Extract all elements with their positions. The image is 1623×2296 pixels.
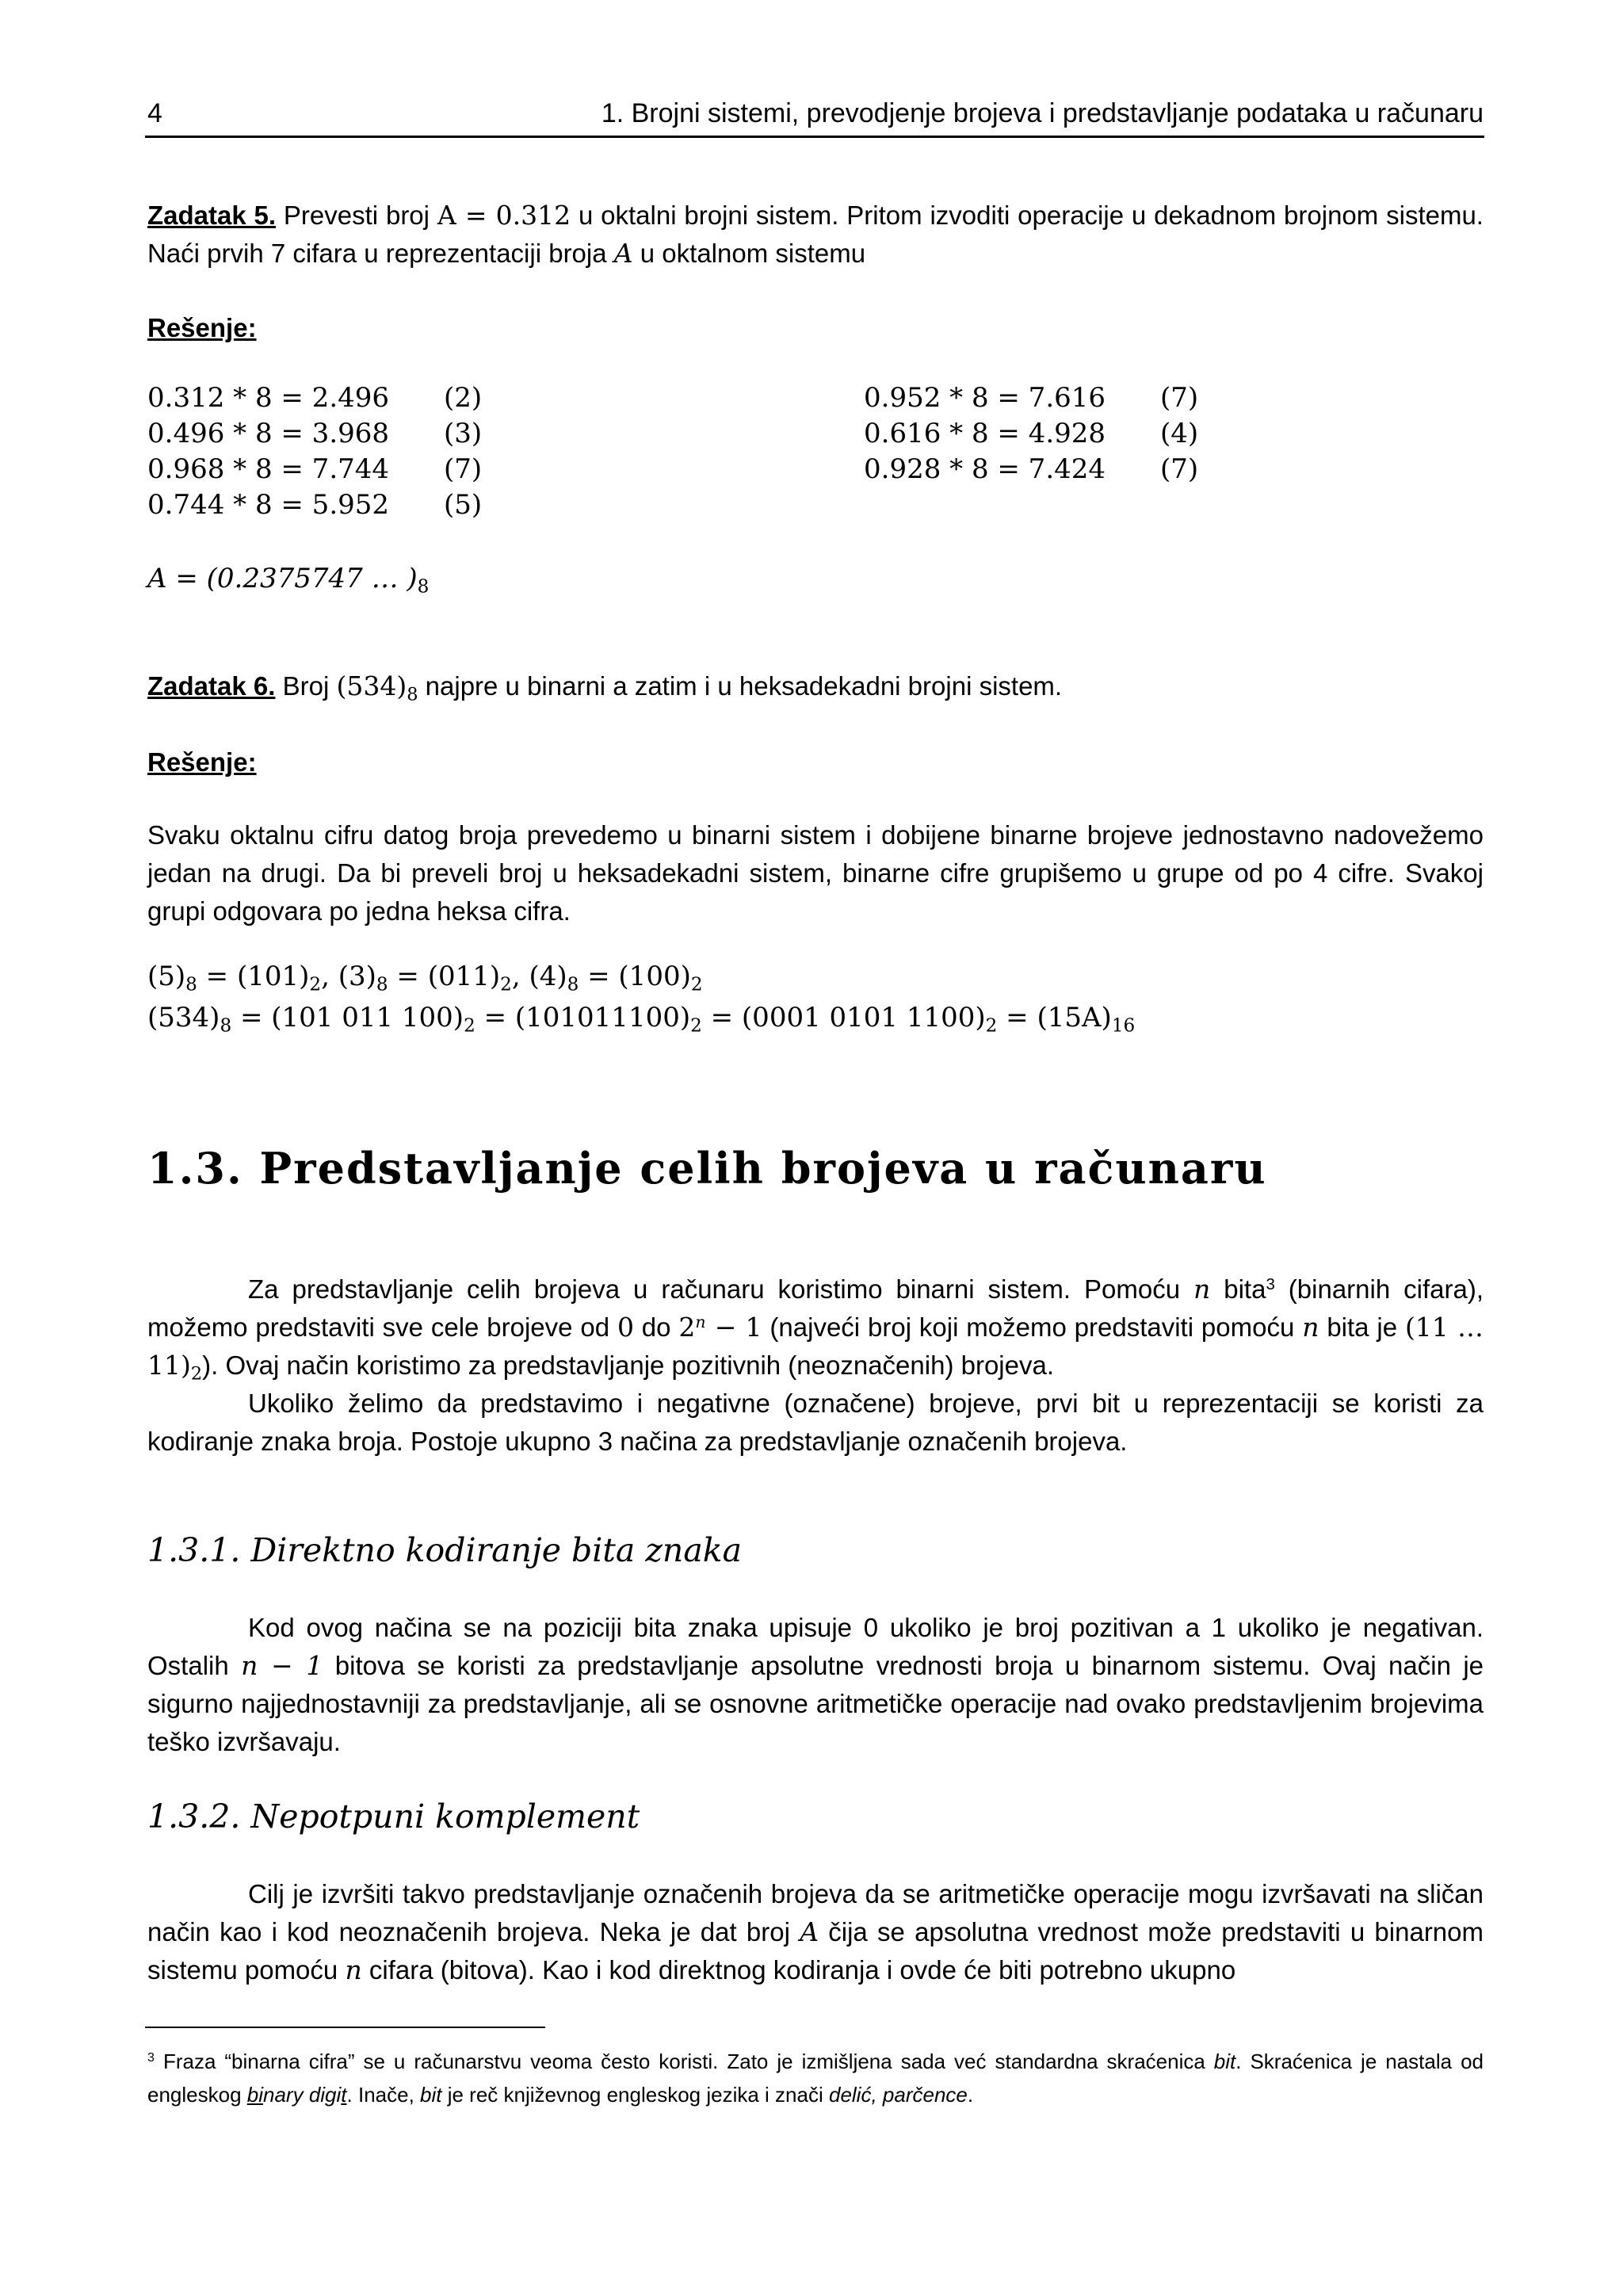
subsection-heading-1: 1.3.1. Direktno kodiranje bita znaka	[147, 1531, 743, 1569]
page-number: 4	[147, 98, 162, 128]
task5-label: Zadatak 5.	[147, 201, 277, 230]
step-row: 0.744 * 8 = 5.952 (5)	[147, 489, 483, 521]
task6-equation-digits: $(5)_8 = (101)_2$, $(3)_8 = (011)_2$, $(4)_8 = (100)_2$	[147, 961, 703, 995]
section-paragraph-1: Za predstavljanje celih brojeva u računaru koristimo binarni sistem. Pomoću n bita$^3$ (binarnih cifara), možemo predstaviti sve cele brojeve od 0 do $2^n - 1$ (najveći broj koji možemo predstaviti pomoću n bita je (11 … $11)_2$). Ovaj način koristimo za predstavljanje pozitivnih (neoznačenih) brojeva. Ukoliko želimo da predstavimo i negativne (označene) brojeve, prvi bit u reprezentaciji se koristi za kodiranje znaka broja. Postoje ukupno 3 načina za predstavljanje označenih brojeva.	[147, 1270, 1484, 1461]
subsection-2-paragraph: Cilj je izvršiti takvo predstavljanje označenih brojeva da se aritmetičke operacije mogu izvršavati na sličan način kao i kod neoznačenih brojeva. Neka je dat broj A čija se apsolutna vrednost može predstaviti u binarnom sistemu pomoću n cifara (bitova). Kao i kod direktnog kodiranja i ovde će biti potrebno ukupno	[147, 1879, 1484, 1985]
task6-label: Zadatak 6.	[147, 671, 276, 701]
task5-result: A = (0.2375747 … )$_8$	[147, 563, 430, 598]
footnote-rule	[145, 2027, 545, 2028]
section-heading: 1.3. Predstavljanje celih brojeva u računaru	[147, 1143, 1267, 1194]
task6-explanation: Svaku oktalnu cifru datog broja prevedemo u binarni sistem i dobijene binarne brojeve jednostavno nadovežemo jedan na drugi. Da bi preveli broj u heksadekadni sistem, binarne cifre grupišemo u grupe od po 4 cifre. Svakoj grupi odgovara po jedna heksa cifra.	[147, 820, 1484, 926]
footnote-marker: 3	[147, 2050, 155, 2065]
task5-solution-label: Rešenje:	[147, 313, 257, 342]
task6-equation-conversion: $(534)_8 = (101$ 011 $100)_2 = (101011100)_2 = (0001$ 0101 $1100)_2 = (15A)_{16}$	[147, 1002, 1136, 1037]
task5-statement: Zadatak 5. Prevesti broj A = 0.312 u oktalni brojni sistem. Pritom izvoditi operacije u dekadnom brojnom sistemu. Naći prvih 7 cifara u reprezentaciji broja A u oktalnom sistemu	[147, 200, 1484, 269]
step-row: 0.616 * 8 = 4.928 (4)	[864, 418, 1199, 449]
step-row: 0.496 * 8 = 3.968 (3)	[147, 418, 483, 449]
subsection-heading-2: 1.3.2. Nepotpuni komplement	[147, 1797, 640, 1836]
step-row: 0.952 * 8 = 7.616 (7)	[864, 382, 1199, 414]
running-header-title: 1. Brojni sistemi, prevodjenje brojeva i predstavljanje podataka u računaru	[601, 98, 1484, 128]
step-row: 0.928 * 8 = 7.424 (7)	[864, 453, 1199, 485]
task6-statement: Zadatak 6. Broj $(534)_8$ najpre u binarni a zatim i u heksadekadni brojni sistem.	[147, 670, 1063, 705]
step-row: 0.312 * 8 = 2.496 (2)	[147, 382, 483, 414]
step-row: 0.968 * 8 = 7.744 (7)	[147, 453, 483, 485]
task5-math-a: A = 0.312	[437, 200, 571, 231]
section-paragraph-2: Ukoliko želimo da predstavimo i negativne (označene) brojeve, prvi bit u reprezentaciji se koristi za kodiranje znaka broja. Postoje ukupno 3 načina za predstavljanje označenih brojeva.	[147, 1389, 1484, 1456]
header-rule	[145, 136, 1484, 138]
task6-solution-label: Rešenje:	[147, 747, 257, 777]
subsection-1-paragraph: Kod ovog načina se na poziciji bita znaka upisuje 0 ukoliko je broj pozitivan a 1 ukoliko je negativan. Ostalih n − 1 bitova se koristi za predstavljanje apsolutne vrednosti broja u binarnom sistemu. Ovaj način je sigurno najjednostavniji za predstavljanje, ali se osnovne aritmetičke operacije nad ovako predstavljenim brojevima teško izvršavaju.	[147, 1613, 1484, 1756]
footnote: $^3$ Fraza “binarna cifra” se u računarstvu veoma često koristi. Zato je izmišljena sada već standardna skraćenica bit. Skraćenica je nastala od engleskog binary digit. Inače, bit je reč književnog engleskog jezika i znači delić, parčence.	[147, 2050, 1484, 2107]
task5-math-b: A	[613, 238, 633, 269]
